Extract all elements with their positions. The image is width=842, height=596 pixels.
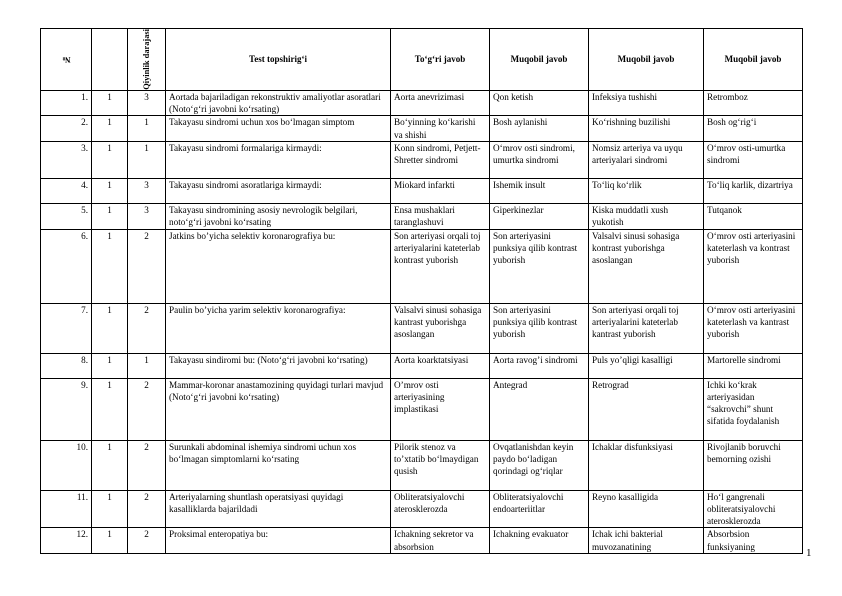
cell-correct-answer: Son arteriyasi orqali toj arteriyalarini kateterlab kontrast yuborish (391, 229, 490, 303)
header-difficulty-level: Qiyinlik darajasi (128, 29, 166, 91)
cell-difficulty: 2 (128, 440, 166, 490)
table-row (41, 440, 803, 490)
cell-alternative-1: Antegrad (490, 378, 589, 440)
cell-alternative-2: Puls yo’qligi kasalligi (589, 353, 704, 378)
cell-alternative-2: Reyno kasalligida (589, 490, 704, 528)
cell-correct-answer: Miokard infarkti (391, 178, 490, 203)
table-row (41, 378, 803, 440)
table-row (41, 203, 803, 229)
cell-alternative-2: Nomsiz arteriya va uyqu arteriyalari sindromi (589, 141, 704, 178)
cell-alternative-3: To‘liq karlik, dizartriya (704, 178, 803, 203)
cell-question: Proksimal enteropatiya bu: (166, 528, 391, 554)
cell-correct-answer: Ensa mushaklari taranglashuvi (391, 203, 490, 229)
cell-number: 7. (41, 303, 92, 353)
cell-correct-answer: Bo‘yinning ko‘karishi va shishi (391, 116, 490, 142)
page-number: 1 (806, 547, 812, 559)
cell-alternative-3: Rivojlanib boruvchi bemorning ozishi (704, 440, 803, 490)
cell-alternative-3: O‘mrov osti-umurtka sindromi (704, 141, 803, 178)
table-row (41, 90, 803, 116)
cell-alternative-1: Aorta ravog’i sindromi (490, 353, 589, 378)
cell-difficulty: 2 (128, 229, 166, 303)
cell-number: 5. (41, 203, 92, 229)
cell-alternative-2: Ko‘rishning buzilishi (589, 116, 704, 142)
cell-variant: 1 (92, 303, 128, 353)
cell-alternative-3: Martorelle sindromi (704, 353, 803, 378)
header-correct-answer: To‘g‘ri javob (391, 29, 490, 91)
cell-variant: 1 (92, 203, 128, 229)
cell-number: 3. (41, 141, 92, 178)
cell-number: 1. (41, 90, 92, 116)
cell-alternative-3: O‘mrov osti arteriyasini kateterlash va kontrast yuborish (704, 229, 803, 303)
cell-alternative-3: Absorbsion funksiyaning (704, 528, 803, 554)
cell-correct-answer: Aorta koarktatsiyasi (391, 353, 490, 378)
cell-number: 6. (41, 229, 92, 303)
cell-correct-answer: Konn sindromi, Petjett-Shretter sindromi (391, 141, 490, 178)
cell-alternative-1: Ishemik insult (490, 178, 589, 203)
cell-number: 4. (41, 178, 92, 203)
cell-alternative-1: Son arteriyasini punksiya qilib kontrast yuborish (490, 229, 589, 303)
cell-difficulty: 1 (128, 116, 166, 142)
header-row (41, 29, 803, 91)
cell-difficulty: 2 (128, 303, 166, 353)
header-number: № (41, 29, 92, 91)
cell-question: Takayasu sindromining asosiy nevrologik belgilari, noto‘g‘ri javobni ko‘rsating (166, 203, 391, 229)
cell-correct-answer: Ichakning sekretor va absorbsion (391, 528, 490, 554)
cell-alternative-1: Ovqatlanishdan keyin paydo bo‘ladigan qorindagi og‘riqlar (490, 440, 589, 490)
cell-difficulty: 2 (128, 490, 166, 528)
cell-alternative-2: Ichaklar disfunksiyasi (589, 440, 704, 490)
cell-variant: 1 (92, 116, 128, 142)
cell-question: Aortada bajariladigan rekonstruktiv amaliyotlar asoratlari (Noto‘g‘ri javobni ko‘rsating) (166, 90, 391, 116)
table-row (41, 353, 803, 378)
cell-variant: 1 (92, 378, 128, 440)
header-alternative-3: Muqobil javob (704, 29, 803, 91)
cell-alternative-2: Valsalvi sinusi sohasiga kontrast yuborishga asoslangan (589, 229, 704, 303)
cell-alternative-1: Obliteratsiyalovchi endoarteriitlar (490, 490, 589, 528)
cell-question: Mammar-koronar anastamozining quyidagi turlari mavjud (Noto‘g‘ri javobni ko‘rsating) (166, 378, 391, 440)
cell-alternative-2: Son arteriyasi orqali toj arteriyalarini kateterlab kantrast yuborish (589, 303, 704, 353)
cell-variant: 1 (92, 141, 128, 178)
header-alternative-2: Muqobil javob (589, 29, 704, 91)
table-row (41, 116, 803, 142)
cell-alternative-2: Ichak ichi bakterial muvozanatining (589, 528, 704, 554)
cell-correct-answer: O’mrov osti arteriyasining implastikasi (391, 378, 490, 440)
cell-difficulty: 1 (128, 353, 166, 378)
cell-question: Takayasu sindromi asoratlariga kirmaydi: (166, 178, 391, 203)
cell-number: 8. (41, 353, 92, 378)
cell-alternative-1: O‘mrov osti sindromi, umurtka sindromi (490, 141, 589, 178)
cell-alternative-3: Retromboz (704, 90, 803, 116)
cell-question: Arteriyalarning shuntlash operatsiyasi quyidagi kasalliklarda bajarildadi (166, 490, 391, 528)
table-row (41, 178, 803, 203)
cell-alternative-3: Tutqanok (704, 203, 803, 229)
cell-alternative-2: To‘liq ko‘rlik (589, 178, 704, 203)
cell-difficulty: 2 (128, 528, 166, 554)
test-table (40, 28, 803, 554)
cell-number: 9. (41, 378, 92, 440)
cell-alternative-1: Son arteriyasini punksiya qilib kontrast yuborish (490, 303, 589, 353)
cell-number: 11. (41, 490, 92, 528)
table-row (41, 141, 803, 178)
cell-question: Takayasu sindiromi bu: (Noto‘g‘ri javobni ko‘rsating) (166, 353, 391, 378)
cell-alternative-1: Ichakning evakuator (490, 528, 589, 554)
cell-alternative-3: O‘mrov osti arteriyasini kateterlash va kantrast yuborish (704, 303, 803, 353)
table-row (41, 229, 803, 303)
cell-correct-answer: Pilorik stenoz va to’xtatib bo‘lmaydigan qusish (391, 440, 490, 490)
cell-variant: 1 (92, 229, 128, 303)
cell-alternative-2: Infeksiya tushishi (589, 90, 704, 116)
cell-variant: 1 (92, 528, 128, 554)
cell-alternative-3: Bosh og‘rig‘i (704, 116, 803, 142)
cell-variant: 1 (92, 353, 128, 378)
table-row (41, 528, 803, 554)
cell-alternative-2: Kiska muddatli xush yukotish (589, 203, 704, 229)
cell-alternative-1: Qon ketish (490, 90, 589, 116)
cell-correct-answer: Obliteratsiyalovchi aterosklerozda (391, 490, 490, 528)
cell-question: Surunkali abdominal ishemiya sindromi uchun xos bo‘lmagan simptomlarni ko‘rsating (166, 440, 391, 490)
cell-question: Takayasu sindromi uchun xos bo‘lmagan simptom (166, 116, 391, 142)
cell-correct-answer: Aorta anevrizimasi (391, 90, 490, 116)
cell-alternative-3: Ichki ko‘krak arteriyasidan “sakrovchi” shunt sifatida foydalanish (704, 378, 803, 440)
cell-question: Paulin bo’yicha yarim selektiv koronarografiya: (166, 303, 391, 353)
cell-variant: 1 (92, 490, 128, 528)
header-alternative-1: Muqobil javob (490, 29, 589, 91)
cell-difficulty: 3 (128, 178, 166, 203)
cell-alternative-3: Ho‘l gangrenali obliteratsiyalovchi aterosklerozda (704, 490, 803, 528)
cell-difficulty: 3 (128, 203, 166, 229)
cell-alternative-2: Retrograd (589, 378, 704, 440)
cell-number: 2. (41, 116, 92, 142)
table-row (41, 490, 803, 528)
cell-difficulty: 3 (128, 90, 166, 116)
cell-variant: 1 (92, 178, 128, 203)
cell-number: 12. (41, 528, 92, 554)
cell-alternative-1: Bosh aylanishi (490, 116, 589, 142)
cell-question: Takayasu sindromi formalariga kirmaydi: (166, 141, 391, 178)
cell-correct-answer: Valsalvi sinusi sohasiga kantrast yuborishga asoslangan (391, 303, 490, 353)
cell-variant: 1 (92, 440, 128, 490)
table-row (41, 303, 803, 353)
cell-variant: 1 (92, 90, 128, 116)
header-question: Test topshirig‘i (166, 29, 391, 91)
cell-question: Jatkins bo’yicha selektiv koronarografiya bu: (166, 229, 391, 303)
cell-difficulty: 2 (128, 378, 166, 440)
cell-alternative-1: Giperkinezlar (490, 203, 589, 229)
cell-number: 10. (41, 440, 92, 490)
header-blank (92, 29, 128, 91)
cell-difficulty: 1 (128, 141, 166, 178)
